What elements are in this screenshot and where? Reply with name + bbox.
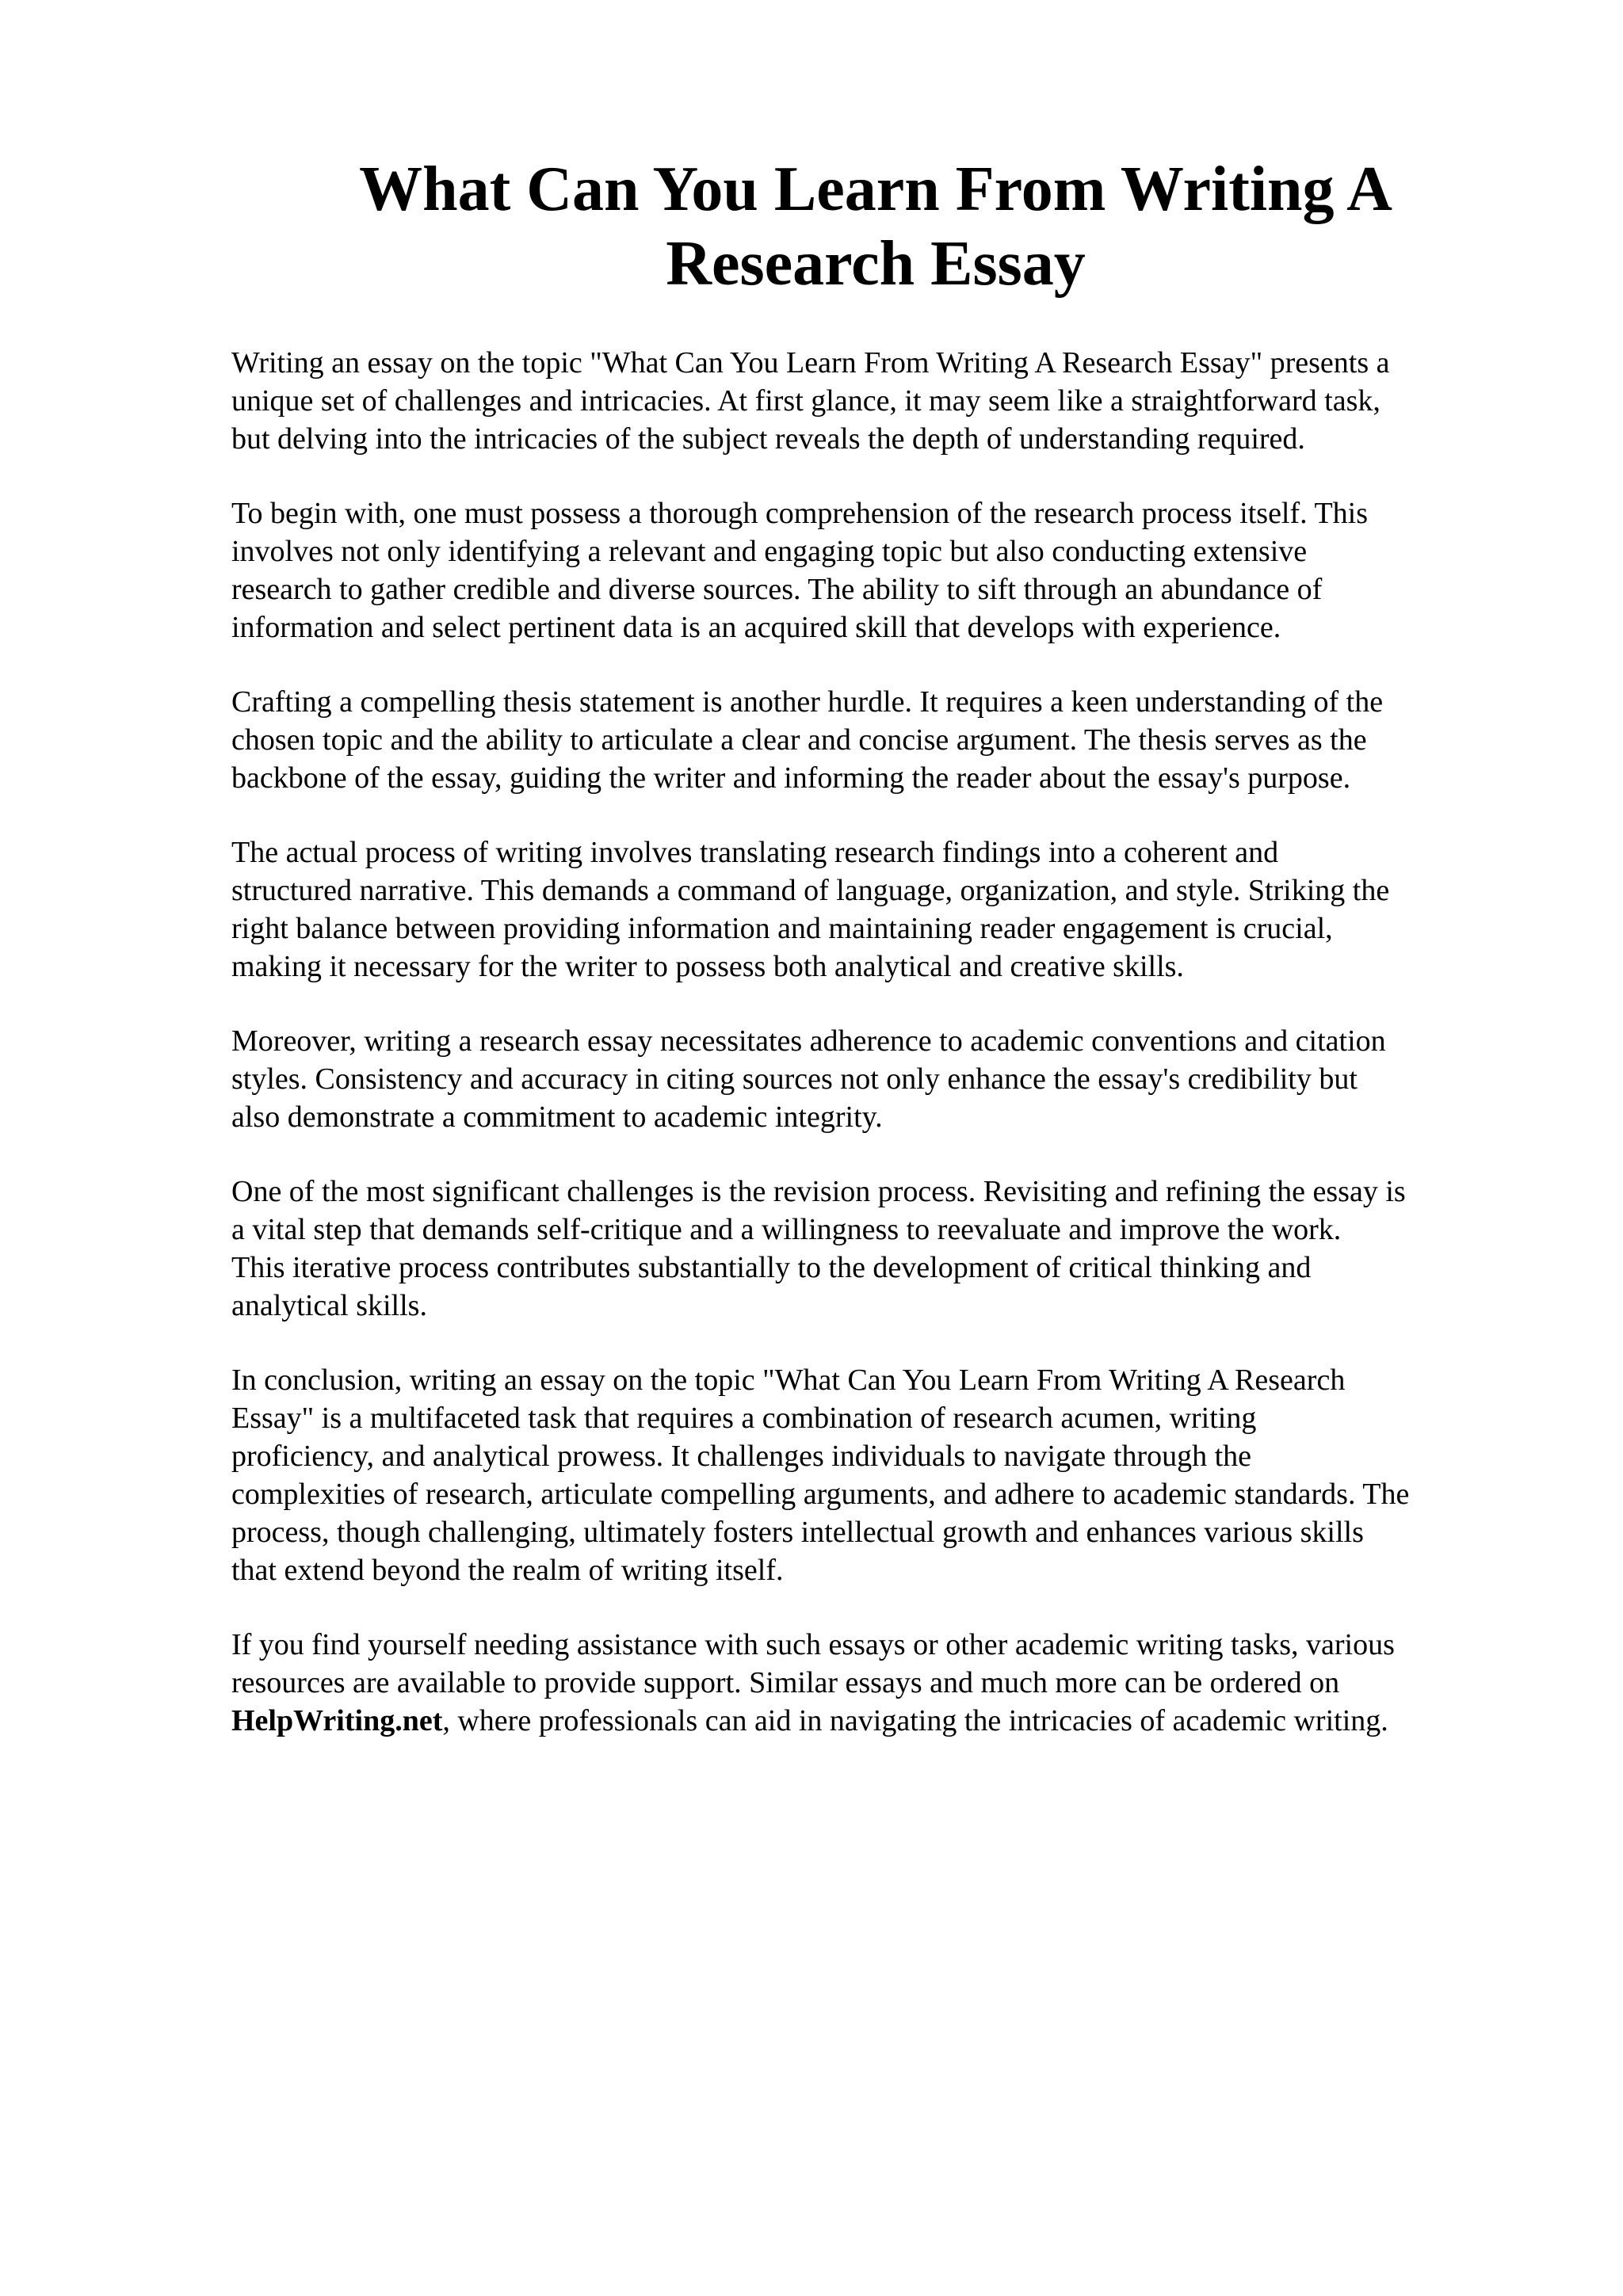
closing-tail-text: , where professionals can aid in navigating the intricacies of academic writing. — [442, 1704, 1388, 1737]
paragraph-closing — [231, 1626, 1547, 1740]
paragraph-writing-process: The actual process of writing involves translating research findings into a coherent and structured narrative. This demands a command of language, organization, and style. Striking the right balance between providing information and maintaining reader engagement is crucial, making it necessary for the writer to possess both analytical and creative skills. — [231, 836, 1390, 983]
document-title: What Can You Learn From Writing A Research Essay — [359, 154, 1392, 299]
paragraph-citation: Moreover, writing a research essay necessitates adherence to academic conventions and citation styles. Consistency and accuracy in citing sources not only enhance the essay's credibility but also demonstrate a commitment to academic integrity. — [231, 1024, 1386, 1134]
document-body — [231, 344, 1547, 1776]
helpwriting-link[interactable]: HelpWriting.net — [231, 1704, 443, 1737]
paragraph-revision: One of the most significant challenges is the revision process. Revisiting and refining the essay is a vital step that demands self-critique and a willingness to reevaluate and improve the work. This iterative process contributes substantially to the development of critical thinking and analytical skills. — [231, 1175, 1406, 1322]
paragraph-intro: Writing an essay on the topic "What Can You Learn From Writing A Research Essay" presents a unique set of challenges and intricacies. At first glance, it may seem like a straightforward task, but delving into the intricacies of the subject reveals the depth of understanding required. — [231, 346, 1390, 456]
paragraph-thesis: Crafting a compelling thesis statement is another hurdle. It requires a keen understanding of the chosen topic and the ability to articulate a clear and concise argument. The thesis serves as the backbone of the essay, guiding the writer and informing the reader about the essay's purpose. — [231, 685, 1384, 795]
paragraph-research-process: To begin with, one must possess a thorough comprehension of the research process itself. This involves not only identifying a relevant and engaging topic but also conducting extensive research to gather credible and diverse sources. The ability to sift through an abundance of information and select pertinent data is an acquired skill that develops with experience. — [231, 497, 1369, 644]
paragraph-conclusion: In conclusion, writing an essay on the topic "What Can You Learn From Writing A Research Essay" is a multifaceted task that requires a combination of research acumen, writing proficiency, and analytical prowess. It challenges individuals to navigate through the complexities of research, articulate compelling arguments, and adhere to academic standards. The process, though challenging, ultimately fosters intellectual growth and enhances various skills that extend beyond the realm of writing itself. — [231, 1363, 1410, 1587]
closing-lead-text: If you find yourself needing assistance with such essays or other academic writing tasks, various resources are available to provide support. Similar essays and much more can be ordered on — [231, 1628, 1395, 1699]
